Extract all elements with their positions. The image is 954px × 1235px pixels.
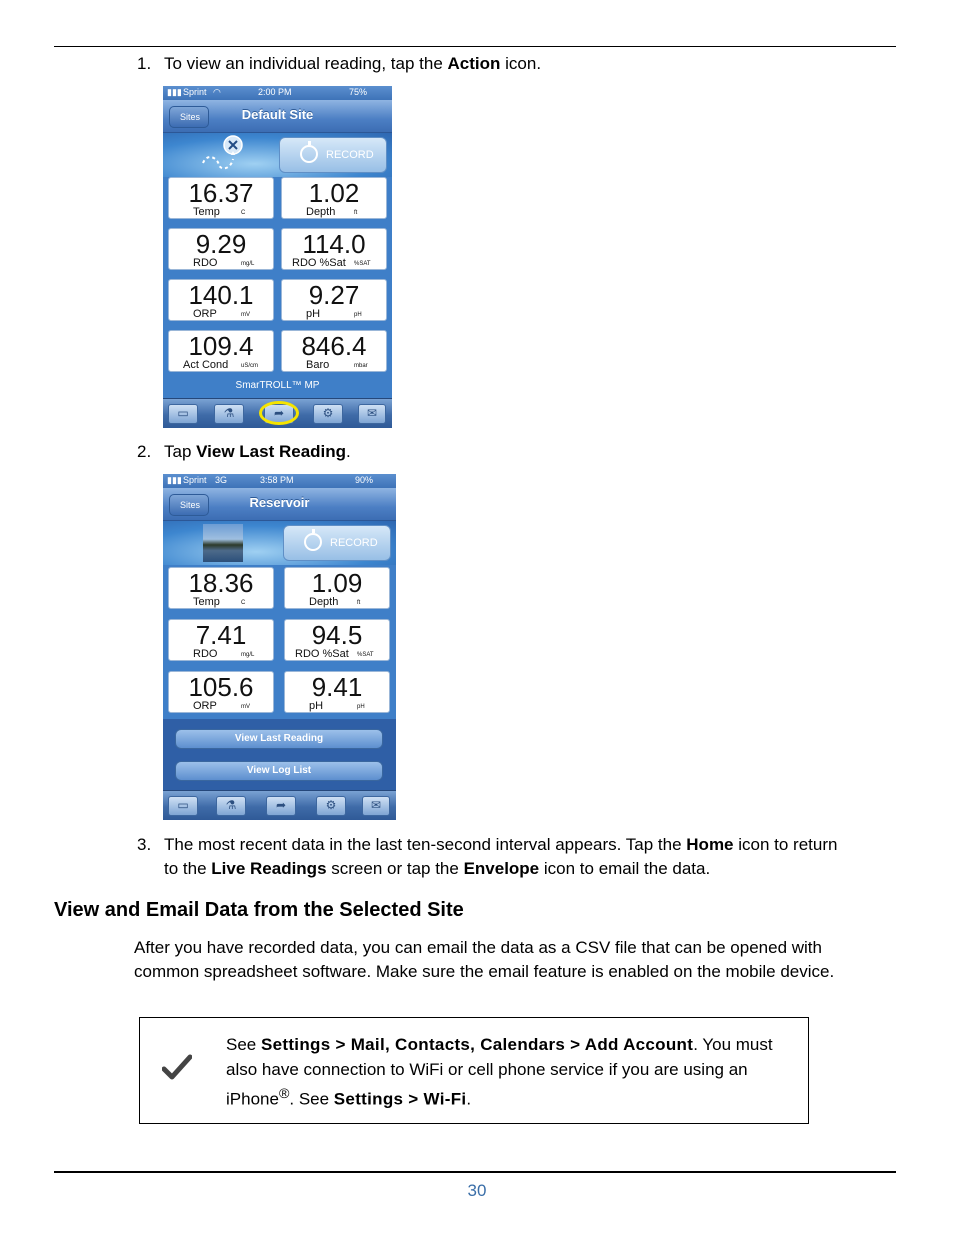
action-menu [163,719,396,790]
reading-tile[interactable] [284,671,390,713]
battery-label: 75% [349,87,368,97]
site-banner [163,133,392,177]
reading-tile[interactable] [168,671,274,713]
carrier-label: Sprint [183,87,207,97]
reading-value: 9.41 [311,672,363,702]
reading-label: Depth [306,206,336,218]
reading-label: RDO %Sat [292,257,346,269]
settings-path: Settings > Wi-Fi [333,1089,467,1109]
note-text [226,1033,786,1112]
reading-tile[interactable] [168,279,274,321]
wifi-icon: ◠ [213,87,221,97]
flask-icon[interactable]: ⚗ [216,796,246,816]
step-text-part: The most recent data in the last ten-second interval appears. Tap the [164,835,687,854]
status-bar [163,474,396,488]
reading-tile[interactable] [168,330,274,372]
reading-tile[interactable] [168,228,274,270]
reading-tile[interactable] [284,619,390,661]
action-icon[interactable]: ➦ [264,404,294,424]
site-title: Reservoir [249,495,310,510]
flask-icon[interactable]: ⚗ [214,404,244,424]
step-text-part: To view an individual reading, tap the [164,54,448,73]
reading-unit: %SAT [354,261,371,267]
record-button[interactable] [279,137,387,173]
view-last-reading-button[interactable]: View Last Reading [175,729,383,749]
reading-tile[interactable] [168,567,274,609]
gps-path-icon [197,135,247,175]
record-label: RECORD [330,537,378,549]
step-text [164,52,854,76]
step-number: 2. [137,442,152,461]
reading-tile[interactable] [284,567,390,609]
view-log-list-button[interactable]: View Log List [175,761,383,781]
reading-tile[interactable] [281,330,387,372]
gear-icon[interactable]: ⚙ [313,404,343,424]
status-bar [163,86,392,100]
reading-value: 9.29 [195,229,247,259]
note-text-part: . See [289,1089,334,1109]
battery-label: 90% [355,475,374,485]
reading-label: Baro [306,359,330,371]
step-bold-term: Envelope [463,859,540,878]
reading-tile[interactable] [168,177,274,219]
reading-label: Temp [193,596,220,608]
reading-value: 18.36 [188,568,254,598]
note-text-part: See [226,1035,261,1054]
note-text-part: . [466,1089,472,1109]
reading-unit: mV [241,704,250,710]
registered-mark: ® [278,1086,290,1102]
top-rule [54,46,896,47]
signal-icon: ▮▮▮ [167,87,182,97]
section-paragraph: After you have recorded data, you can email the data as a CSV file that can be opened with common spreadsheet software. Make sure the email feature is enabled on the mobile device. [134,938,835,981]
reading-label: ORP [193,700,217,712]
reading-unit: C [241,210,246,216]
checkmark-icon [162,1054,192,1080]
step-text [164,833,854,881]
step-text-part: . [346,442,351,461]
nav-bar [163,488,396,521]
reading-label: RDO %Sat [295,648,349,660]
step-text-part: screen or tap the [326,859,464,878]
reading-value: 105.6 [188,672,254,702]
step-text-part: Tap [164,442,197,461]
action-icon-highlight [259,401,299,425]
status-time: 3:58 PM [260,475,294,485]
tab-bar [163,398,392,428]
reading-tile[interactable] [281,177,387,219]
site-title: Default Site [241,107,314,122]
sites-back-button[interactable]: Sites [169,494,209,516]
bottom-rule [54,1171,896,1173]
reading-tile[interactable] [281,228,387,270]
site-photo [203,524,243,562]
sites-back-button[interactable]: Sites [169,106,209,128]
note-text-part: . You must also have connection to WiFi or cell phone service if you are using an iPhone [226,1035,773,1109]
settings-path: Settings > Mail, Contacts, Calendars > Add Account [260,1035,694,1054]
record-button[interactable] [283,525,391,561]
step-text-part: icon. [500,54,542,73]
step-number: 1. [137,54,152,73]
step-text [164,440,854,464]
reading-unit: mV [241,312,250,318]
reading-unit: C [241,600,246,606]
step-number: 3. [137,835,152,854]
envelope-icon[interactable]: ✉ [358,404,386,424]
gear-icon[interactable]: ⚙ [316,796,346,816]
reading-label: Temp [193,206,220,218]
network-label: 3G [215,475,228,485]
reading-unit: ft [354,210,358,216]
reading-tile[interactable] [168,619,274,661]
status-time: 2:00 PM [258,87,292,97]
reading-unit: uS/cm [241,363,259,369]
reading-value: 9.27 [308,280,360,310]
record-label: RECORD [326,149,374,161]
nav-bar [163,100,392,133]
reading-label: pH [309,700,324,712]
reading-tile[interactable] [281,279,387,321]
step-text-part: icon to return to the [164,835,838,878]
note-box [139,1017,809,1124]
step-bold-term: Home [686,835,734,854]
stopwatch-icon [304,533,322,551]
reading-value: 140.1 [188,280,254,310]
reading-value: 114.0 [302,229,366,259]
reading-unit: mbar [354,363,368,369]
step-bold-term: Action [447,54,501,73]
device-name: SmarTROLL™ MP [235,380,320,391]
reading-unit: mg/L [241,261,255,267]
phone-screenshot-reservoir [163,474,396,820]
reading-label: RDO [193,648,218,660]
reading-value: 1.02 [308,178,360,208]
step-text-part: icon to email the data. [539,859,711,878]
site-banner [163,521,396,565]
signal-icon: ▮▮▮ [167,475,182,485]
reading-unit: %SAT [357,652,374,658]
home-icon[interactable]: ▭ [168,404,198,424]
step-bold-term: Live Readings [211,859,327,878]
reading-value: 846.4 [301,331,367,361]
reading-value: 1.09 [311,568,363,598]
reading-label: pH [306,308,321,320]
reading-value: 109.4 [188,331,254,361]
section-heading: View and Email Data from the Selected Site [54,899,464,921]
tab-bar [163,790,396,820]
home-icon[interactable]: ▭ [168,796,198,816]
reading-value: 16.37 [188,178,254,208]
step-bold-term: View Last Reading [196,442,347,461]
reading-unit: pH [354,312,362,318]
reading-unit: ft [357,600,361,606]
carrier-label: Sprint [183,475,207,485]
reading-label: RDO [193,257,218,269]
reading-unit: mg/L [241,652,255,658]
phone-screenshot-default-site [163,86,392,428]
action-icon[interactable]: ➦ [266,796,296,816]
page-number: 30 [467,1181,487,1200]
reading-value: 94.5 [311,620,363,650]
stopwatch-icon [300,145,318,163]
reading-value: 7.41 [195,620,247,650]
reading-label: Act Cond [183,359,229,371]
reading-label: ORP [193,308,217,320]
reading-unit: pH [357,704,365,710]
envelope-icon[interactable]: ✉ [362,796,390,816]
reading-label: Depth [309,596,339,608]
